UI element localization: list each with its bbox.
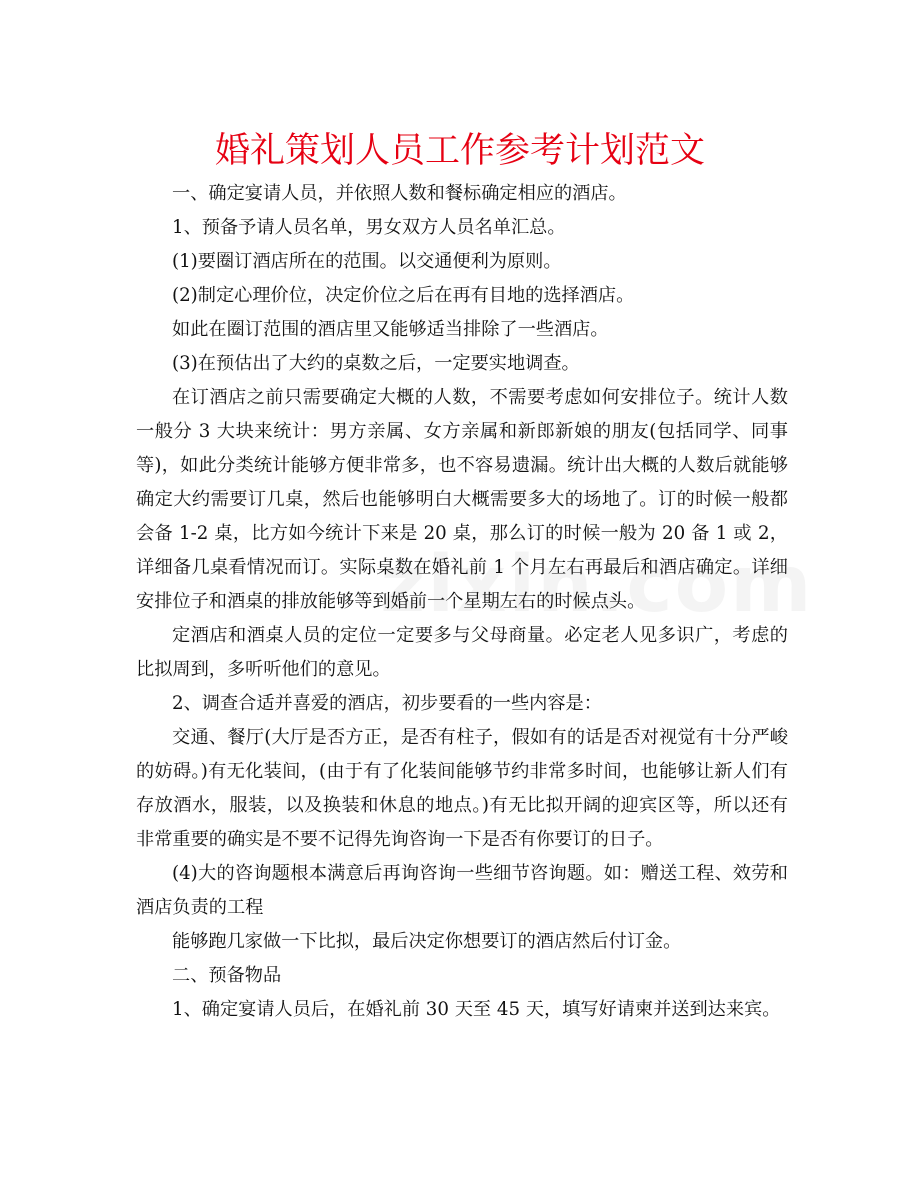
paragraph: 1、确定宴请人员后，在婚礼前 30 天至 45 天，填写好请柬并送到达来宾。 <box>172 999 781 1020</box>
paragraph: 交通、餐厅(大厅是否方正，是否有柱子，假如有的话是否对视觉有十分严峻的妨碍。)有无化装间，(由于有了化装间能够节约非常多时间，也能够让新人们有存放酒水，服装，以及换装和休息的地点。)有无比拟开阔的迎宾区等，所以还有非常重要的确实是不要不记得先询咨询一下是否有你要订的日子。 <box>136 727 788 850</box>
paragraph: 如此在圈订范围的酒店里又能够适当排除了一些酒店。 <box>172 319 609 340</box>
paragraph: (3)在预估出了大约的桌数之后，一定要实地调查。 <box>172 353 580 374</box>
paragraph: (2)制定心理价位，决定价位之后在再有目地的选择酒店。 <box>172 285 635 306</box>
paragraph: 2、调查合适并喜爱的酒店，初步要看的一些内容是： <box>172 693 602 714</box>
document-body <box>136 177 788 1027</box>
paragraph: 一、确定宴请人员，并依照人数和餐标确定相应的酒店。 <box>172 183 627 204</box>
paragraph: 二、预备物品 <box>172 965 282 986</box>
document-title: 婚礼策划人员工作参考计划范文 <box>214 131 705 171</box>
paragraph: (1)要圈订酒店所在的范围。以交通便利为原则。 <box>172 251 562 272</box>
paragraph: (4)大的咨询题根本满意后再询咨询一些细节咨询题。如：赠送工程、效劳和酒店负责的工程 <box>136 863 788 918</box>
paragraph: 1、预备予请人员名单，男女双方人员名单汇总。 <box>172 217 566 238</box>
paragraph: 能够跑几家做一下比拟，最后决定你想要订的酒店然后付订金。 <box>172 931 682 952</box>
paragraph: 在订酒店之前只需要确定大概的人数，不需要考虑如何安排位子。统计人数一般分 3 大块来统计：男方亲属、女方亲属和新郎新娘的朋友(包括同学、同事等)，如此分类统计能够方便非常多，也不容易遗漏。统计出大概的人数后就能够确定大约需要订几桌，然后也能够明白大概需要多大的场地了。订的时候一般都会备 1-2 桌，比方如今统计下来是 20 桌，那么订的时候一般为 20 备 1 或 2，详细备几桌看情况而订。实际桌数在婚礼前 1 个月左右再最后和酒店确定。详细安排位子和酒桌的排放能够等到婚前一个星期左右的时候点头。 <box>136 387 788 612</box>
paragraph: 定酒店和酒桌人员的定位一定要多与父母商量。必定老人见多识广，考虑的比拟周到，多听听他们的意见。 <box>136 625 788 680</box>
